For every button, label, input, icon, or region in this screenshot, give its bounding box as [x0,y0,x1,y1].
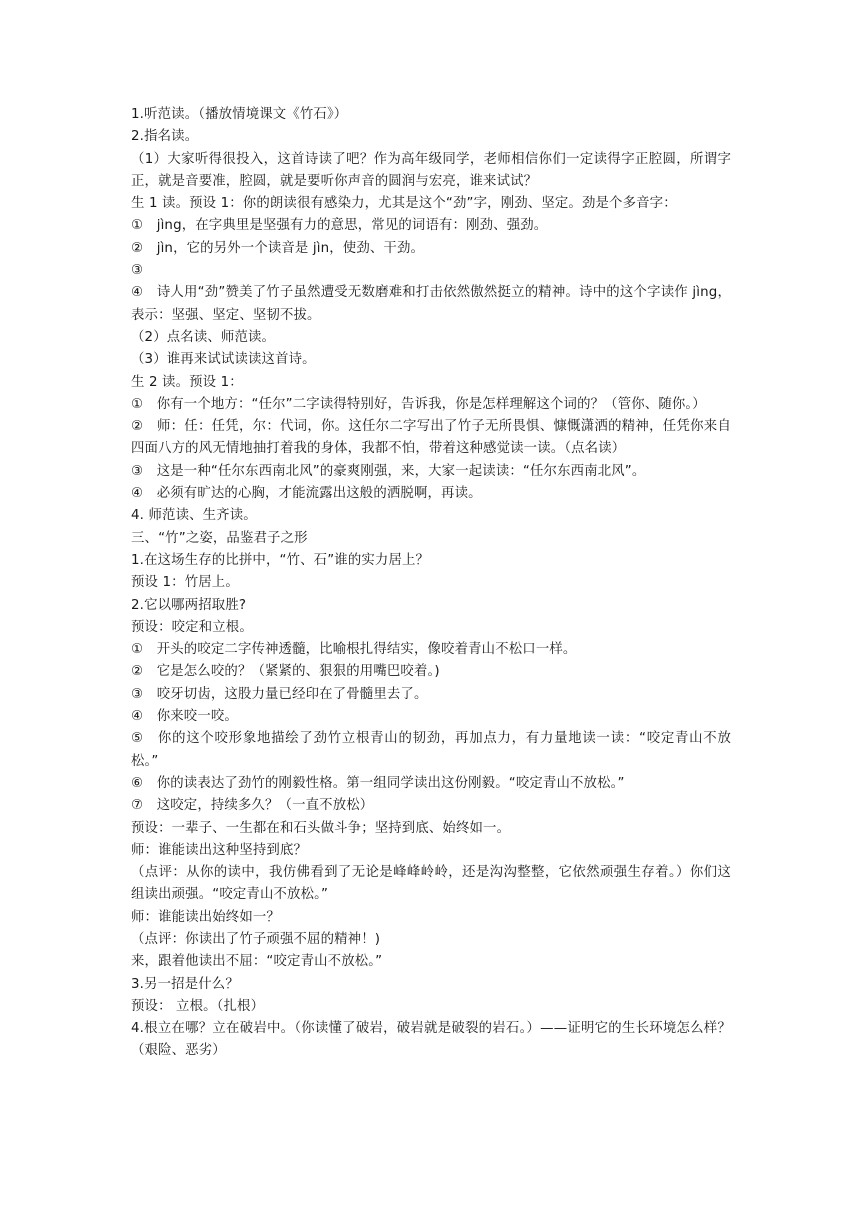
paragraph: 2.指名读。 [131,129,199,145]
paragraph: 预设 1：竹居上。 [131,575,239,591]
list-item: ② 师：任：任凭，尔：代词，你。这任尔二字写出了竹子无所畏惧、慷慨潇洒的精神，任凭你来自四面八方的风无情地抽打着我的身体，我都不怕，带着这种感觉读一读。（点名读） [131,419,731,457]
paragraph: 生 2 读。预设 1： [131,374,243,390]
paragraph: 4. 师范读、生齐读。 [131,508,257,524]
list-item: ④ 必须有旷达的心胸，才能流露出这般的洒脱啊，再读。 [131,486,482,502]
paragraph: 1.听范读。（播放情境课文《竹石》） [131,107,348,122]
paragraph: 师：谁能读出始终如一？ [131,909,280,925]
paragraph: （1）大家听得很投入，这首诗读了吧？作为高年级同学，老师相信你们一定读得字正腔圆，所谓字正，就是音要准，腔圆，就是要听你声音的圆润与宏亮，谁来试试？ [131,151,731,189]
list-item: ③ 咬牙切齿，这股力量已经印在了骨髓里去了。 [131,686,428,702]
paragraph: 预设：一辈子、一生都在和石头做斗争；坚持到底、始终如一。 [131,820,511,836]
paragraph: （点评：你读出了竹子顽强不屈的精神！) [131,931,381,947]
list-item: ④ 你来咬一咬。 [131,709,238,725]
paragraph: （3）谁再来试试读读这首诗。 [131,352,316,368]
paragraph: （2）点名读、师范读。 [131,329,276,345]
list-item: ② 它是怎么咬的？（紧紧的、狠狠的用嘴巴咬着。) [131,664,440,680]
paragraph: 生 1 读。预设 1：你的朗读很有感染力，尤其是这个“劲”字，刚劲、坚定。劲是个多音字： [131,196,677,212]
paragraph: 2.它以哪两招取胜? [131,597,247,613]
list-item: ② jìn，它的另外一个读音是 jìn，使劲、干劲。 [131,240,425,256]
paragraph: 预设： 立根。（扎根） [131,998,265,1014]
list-item: ① 开头的咬定二字传神透髓，比喻根扎得结实，像咬着青山不松口一样。 [131,642,577,658]
list-item: ⑥ 你的读表达了劲竹的刚毅性格。第一组同学读出这份刚毅。“咬定青山不放松。” [131,775,625,791]
paragraph: 预设：咬定和立根。 [131,619,253,635]
paragraph: （点评：从你的读中，我仿佛看到了无论是峰峰岭岭，还是沟沟整整，它依然顽强生存着。）你们这组读出顽强。“咬定青山不放松。” [131,865,731,903]
list-item: ④ 诗人用“劲”赞美了竹子虽然遭受无数磨难和打击依然傲然挺立的精神。诗中的这个字读作 jìng，表示：坚强、坚定、坚韧不拔。 [131,285,731,323]
section-heading: 三、“竹”之姿，品鉴君子之形 [131,530,308,546]
paragraph: 1.在这场生存的比拼中，“竹、石”谁的实力居上？ [131,552,430,568]
paragraph: 来，跟着他读出不屈：“咬定青山不放松。” [131,954,383,970]
list-item: ③ 这是一种“任尔东西南北风”的豪爽刚强，来，大家一起读读：“任尔东西南北风”。 [131,463,646,479]
document-body [131,104,731,1063]
list-item: ① 你有一个地方：“任尔”二字读得特别好，告诉我，你是怎样理解这个词的？（管你、随你。） [131,396,706,412]
paragraph: 师：谁能读出这种坚持到底？ [131,842,308,858]
list-item: ⑤ 你的这个咬形象地描绘了劲竹立根青山的韧劲，再加点力，有力量地读一读：“咬定青山不放松。” [131,731,731,769]
paragraph: 4.根立在哪？立在破岩中。（你读懂了破岩，破岩就是破裂的岩石。）——证明它的生长环境怎么样？（艰险、恶劣） [131,1021,731,1059]
list-item: ③ [131,263,144,279]
list-item: ① jìng，在字典里是坚强有力的意思，常见的词语有：刚劲、强劲。 [131,218,548,234]
list-item: ⑦ 这咬定，持续多久？（一直不放松） [131,798,374,814]
paragraph: 3.另一招是什么？ [131,976,239,992]
